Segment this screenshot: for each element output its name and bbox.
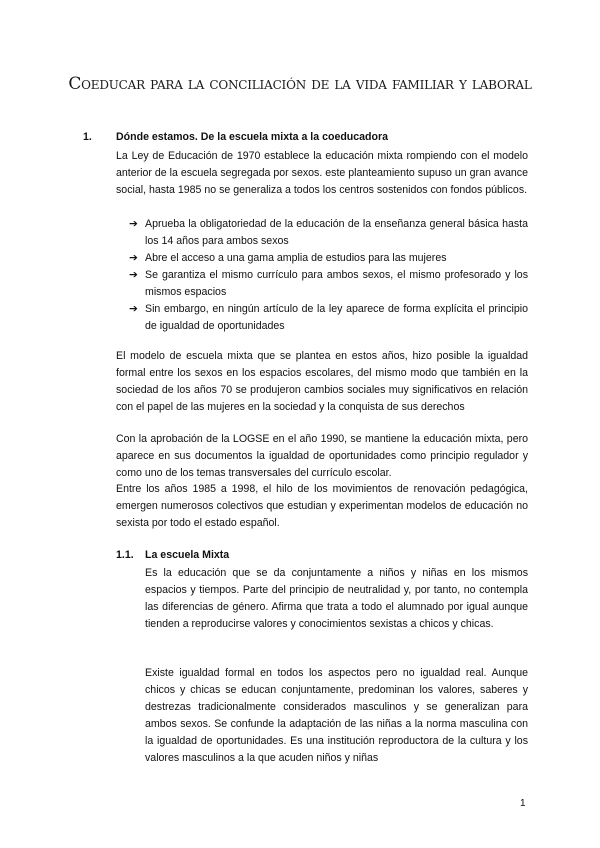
section-1-paragraph-3: Con la aprobación de la LOGSE en el año 1990, se mantiene la educación mixta, pero aparece en sus documentos la igualdad de oportunidades como principio regulador y como uno de los temas transversales del currículo escolar. [116, 433, 528, 479]
bullet-item [129, 267, 528, 301]
section-1-bullet-list [129, 216, 528, 335]
document-title: Coeducar para la conciliación de la vida familiar y laboral [68, 74, 532, 94]
section-1-intro: La Ley de Educación de 1970 establece la educación mixta rompiendo con el modelo anterior de la escuela segregada por sexos. este planteamiento supuso un gran avance social, hasta 1985 no se generaliza a todos los centros sostenidos con fondos públicos. [116, 150, 528, 196]
arrow-bullet-icon: ➔ [129, 252, 138, 264]
arrow-bullet-icon: ➔ [129, 218, 138, 230]
bullet-text: Se garantiza el mismo currículo para ambos sexos, el mismo profesorado y los mismos espacios [145, 269, 528, 298]
arrow-bullet-icon: ➔ [129, 303, 138, 315]
bullet-text: Sin embargo, en ningún artículo de la ley aparece de forma explícita el principio de igualdad de oportunidades [145, 303, 528, 332]
section-1-paragraph-4: Entre los años 1985 a 1998, el hilo de los movimientos de renovación pedagógica, emergen numerosos colectivos que estudian y experimentan modelos de educación no sexista por todo el estado español. [116, 483, 528, 529]
section-1-number: 1. [83, 131, 92, 143]
bullet-item [129, 301, 528, 335]
section-1-heading: Dónde estamos. De la escuela mixta a la coeducadora [116, 131, 389, 143]
section-1-1-paragraph-2: Existe igualdad formal en todos los aspectos pero no igualdad real. Aunque chicos y chicas se educan conjuntamente, predominan los valores, saberes y destrezas tradicionalmente considerados masculinos y se generalizan para ambos sexos. Se confunde la adaptación de las niñas a la norma masculina con la igualdad de oportunidades. Es una institución reproductora de la cultura y los valores masculinos a la que acuden niños y niñas [145, 667, 528, 764]
section-1-1-number: 1.1. [116, 549, 134, 561]
section-1-1-heading: La escuela Mixta [145, 549, 230, 561]
page-number: 1 [520, 798, 526, 809]
bullet-item [129, 216, 528, 250]
section-1-paragraph-2: El modelo de escuela mixta que se plantea en estos años, hizo posible la igualdad formal entre los sexos en los espacios escolares, del mismo modo que también en la sociedad de los años 70 se produjeron cambios sociales muy significativos en relación con el papel de las mujeres en la sociedad y la conquista de sus derechos [116, 350, 528, 413]
bullet-item [129, 250, 528, 267]
bullet-text: Abre el acceso a una gama amplia de estudios para las mujeres [145, 252, 447, 264]
section-1-1-paragraph-1: Es la educación que se da conjuntamente a niños y niñas en los mismos espacios y tiempos. Parte del principio de neutralidad y, por tanto, no contempla las diferencias de género. Afirma que trata a todo el alumnado por igual aunque tienden a reproducirse valores y conocimientos sexistas a chicos y chicas. [145, 567, 528, 630]
bullet-text: Aprueba la obligatoriedad de la educación de la enseñanza general básica hasta los 14 años para ambos sexos [145, 218, 528, 247]
arrow-bullet-icon: ➔ [129, 269, 138, 281]
